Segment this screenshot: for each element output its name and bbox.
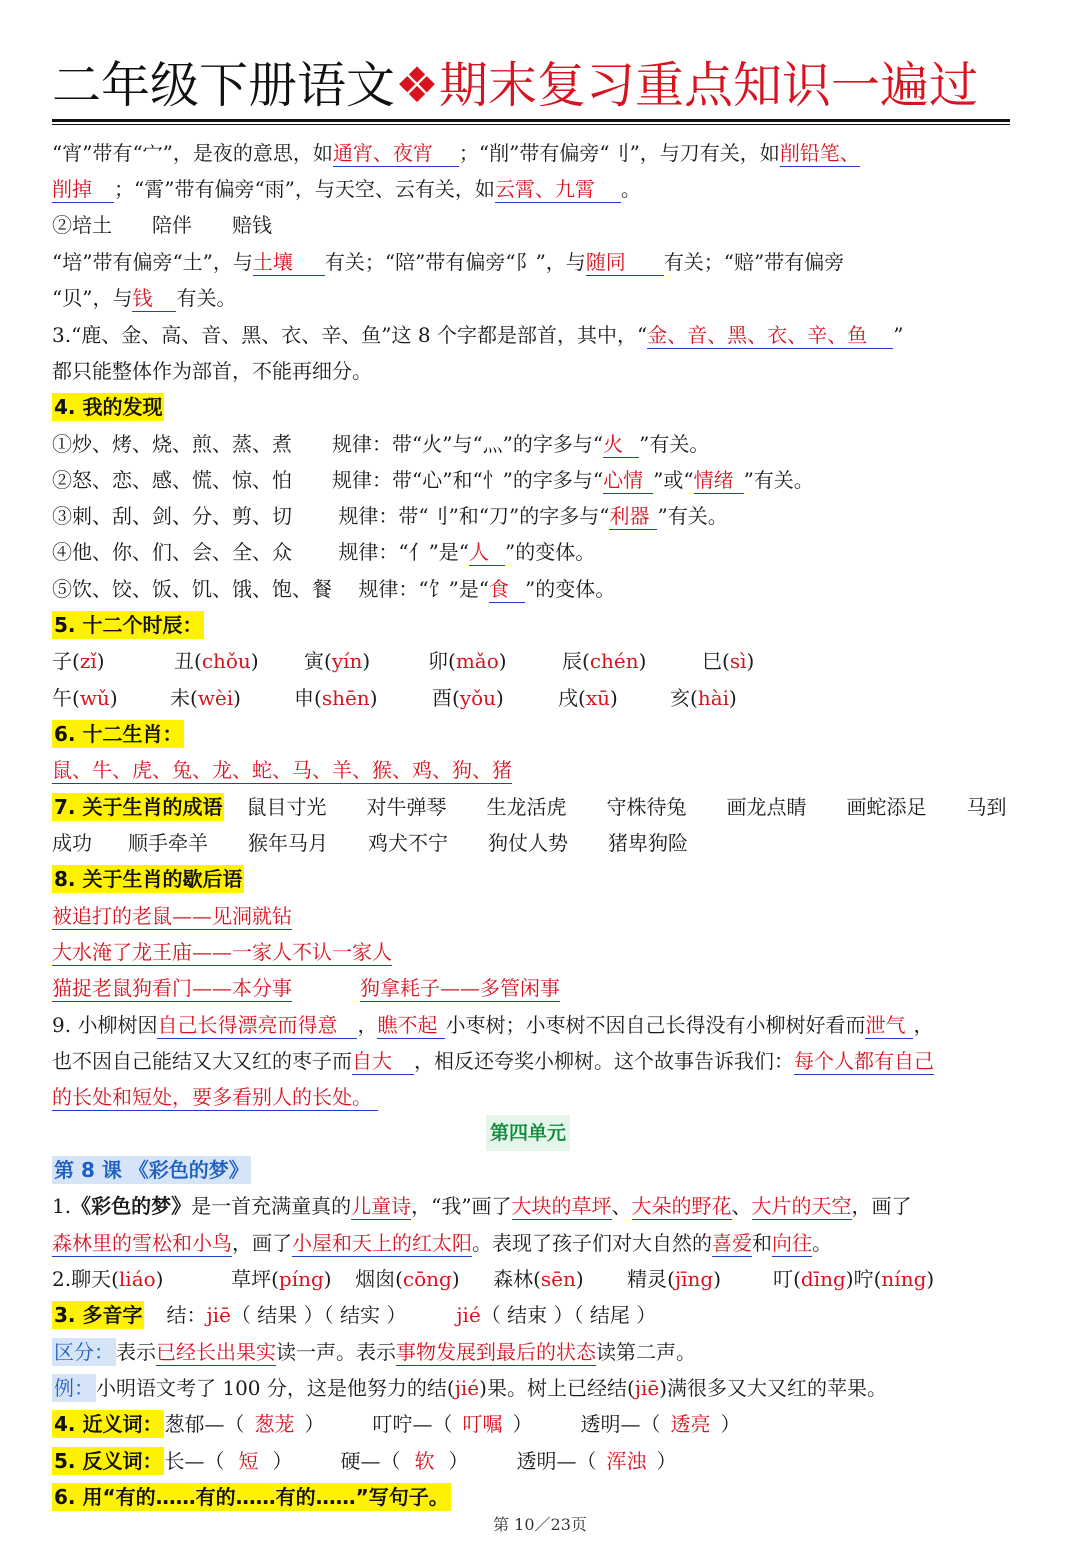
pinyin: xū [585, 686, 610, 710]
text: ”或“ [653, 468, 694, 492]
answer-blank [632, 1193, 732, 1220]
answer: 通宵、夜宵 [332, 141, 433, 165]
text-line [52, 244, 1022, 280]
page-title [52, 56, 1010, 116]
shichen-row [52, 680, 1022, 716]
text: 读第二声。 [596, 1340, 696, 1364]
answer-blank [495, 176, 621, 203]
char: 未 [170, 686, 190, 710]
polyphone-row [52, 1297, 1022, 1333]
char: 卯 [428, 649, 448, 673]
answer-blank [780, 140, 860, 167]
text: 长—（ [164, 1449, 225, 1473]
char: 森林 [493, 1267, 534, 1291]
answer: 心情 [603, 468, 644, 492]
text: 有关；“赔”带有偏旁 [663, 250, 845, 274]
zodiac-line [52, 752, 1022, 788]
answer-blank [292, 1230, 472, 1257]
section-heading [52, 716, 1022, 752]
pinyin: píng [278, 1267, 324, 1291]
pinyin: wèi [197, 686, 234, 710]
answer: 大片的天空 [751, 1194, 852, 1218]
finding-row [52, 498, 1022, 534]
answer: 钱 [132, 286, 153, 310]
shichen-item: 申(shēn) [294, 686, 378, 710]
page-number: 第 10／23页 [493, 1515, 587, 1534]
xiehouyu-line [52, 898, 1022, 934]
answer: 情绪 [693, 468, 734, 492]
example-row [52, 1370, 1022, 1406]
antonym-row [52, 1443, 1022, 1479]
answer: 火 [603, 432, 624, 456]
answer: 小屋和天上的红太阳 [292, 1231, 472, 1255]
idiom: 鼠目寸光 [246, 795, 327, 819]
shichen-item: 寅(yín) [304, 649, 371, 673]
heading-text: 7. 关于生肖的成语 [54, 795, 223, 819]
pinyin-item: 咛(níng) [853, 1267, 935, 1291]
answer: 云霄、九霄 [494, 177, 595, 201]
char: 午 [52, 686, 72, 710]
char: 精灵 [627, 1267, 668, 1291]
text: ”有关。 [639, 432, 710, 456]
text: ③刺、刮、剑、分、剪、切 规律：带“刂”和“刀”的字多与“ [52, 504, 610, 528]
answer: 狗拿耗子——多管闲事 [360, 976, 560, 1000]
section-heading [52, 607, 1022, 643]
shichen-item: 辰(chén) [562, 649, 647, 673]
idiom-row [52, 825, 1022, 861]
unit-heading: 第四单元 [486, 1115, 570, 1151]
text: ②怒、恋、感、慌、惊、怕 规律：带“心”和“忄”的字多与“ [52, 468, 604, 492]
answer-blank [52, 757, 512, 784]
text: ”有关。 [657, 504, 728, 528]
pinyin-item: 叮(dīng) [773, 1267, 854, 1291]
title-red: 期末复习重点知识一遍过 [438, 57, 978, 114]
text: ，画了 [232, 1231, 292, 1255]
text-line [52, 1007, 1022, 1043]
text: 硬—（ [340, 1449, 401, 1473]
text: ①炒、烤、烧、煎、蒸、煮 规律：带“火”与“灬”的字多与“ [52, 432, 604, 456]
idiom: 画龙点睛 [726, 795, 807, 819]
synonym-row [52, 1406, 1022, 1442]
text: 3.“鹿、金、高、音、黑、衣、辛、鱼”这 8 个字都是部首，其中，“ [52, 323, 648, 347]
answer: 每个人都有自己 [794, 1049, 934, 1073]
idiom: 猴年马月 [248, 831, 328, 855]
pinyin: sì [729, 649, 747, 673]
text-line [52, 1188, 1022, 1224]
shichen-item: 戌(xū) [558, 686, 618, 710]
answer-blank [157, 1012, 357, 1039]
answer-blank [865, 1012, 913, 1039]
text: “贝”，与 [52, 286, 133, 310]
answer: 大朵的野花 [631, 1194, 732, 1218]
answer: 喜爱 [712, 1231, 752, 1255]
text: “培”带有偏旁“土”，与 [52, 250, 253, 274]
pinyin: yín [331, 649, 363, 673]
pinyin: zǐ [79, 649, 97, 673]
pinyin: jiē [206, 1303, 231, 1327]
shichen-item: 亥(hài) [670, 686, 737, 710]
text: ） [272, 1449, 293, 1473]
pinyin-item: 森林(sēn) [493, 1267, 584, 1291]
answer-blank [609, 503, 657, 530]
finding-row [52, 534, 1022, 570]
pinyin: chǒu [201, 649, 251, 673]
answer-blank [52, 939, 392, 966]
tag: 区分： [54, 1340, 114, 1364]
text-line [52, 1079, 1022, 1115]
answer: 透亮 [670, 1412, 711, 1436]
text: ”有关。 [743, 468, 814, 492]
pinyin-item: 聊天(liáo) [71, 1267, 164, 1291]
answer: 葱茏 [254, 1412, 295, 1436]
section-heading [52, 389, 1022, 425]
answer: 自己长得漂亮而得意 [157, 1013, 338, 1037]
answer-blank [360, 975, 560, 1002]
pinyin: cōng [402, 1267, 452, 1291]
char: 亥 [670, 686, 690, 710]
pinyin: yǒu [459, 686, 497, 710]
shichen-item: 未(wèi) [170, 686, 241, 710]
pinyin: sēn [540, 1267, 576, 1291]
char: 草坪 [231, 1267, 272, 1291]
idiom: 守株待兔 [606, 795, 687, 819]
answer: 的长处和短处，要多看别人的长处。 [52, 1085, 372, 1109]
idiom: 画蛇添足 [846, 795, 927, 819]
answer: 自大 [352, 1049, 392, 1073]
text: 2. [52, 1267, 72, 1291]
finding-row [52, 462, 1022, 498]
section-heading [52, 1479, 1022, 1515]
pinyin-item: 烟囱(cōng) [355, 1267, 460, 1291]
answer-blank [647, 322, 893, 349]
answer: 叮嘱 [462, 1412, 503, 1436]
char: 烟囱 [355, 1267, 396, 1291]
text: ”的变体。 [525, 577, 616, 601]
answer: 向往 [772, 1231, 812, 1255]
answer-blank [52, 176, 114, 203]
answer: 儿童诗 [351, 1194, 412, 1218]
idiom: 猪卑狗险 [608, 831, 688, 855]
text: 葱郁—（ [164, 1412, 245, 1436]
char: 聊天 [71, 1267, 112, 1291]
finding-row [52, 571, 1022, 607]
text: )满很多又大又红的苹果。 [659, 1376, 887, 1400]
answer: 瞧不起 [377, 1013, 438, 1037]
answer: 土壤 [252, 250, 293, 274]
answer: 已经长出果实 [156, 1340, 276, 1364]
answer-blank [396, 1339, 596, 1366]
text: 也不因自己能结又大又红的枣子而 [52, 1049, 352, 1073]
text: 是一首充满童真的 [191, 1194, 352, 1218]
answer-blank [253, 249, 325, 276]
shichen-item: 酉(yǒu) [432, 686, 504, 710]
answer-blank [512, 1193, 612, 1220]
answer: 人 [469, 540, 490, 564]
char: 戌 [558, 686, 578, 710]
answer-blank [794, 1048, 934, 1075]
answer-blank [52, 903, 292, 930]
text-line [52, 135, 1022, 171]
text-line [52, 317, 1022, 353]
pinyin: dīng [800, 1267, 846, 1291]
answer-blank [333, 140, 459, 167]
text: ”的变体。 [505, 540, 596, 564]
shichen-item: 卯(mǎo) [428, 649, 507, 673]
lesson-label: 第 8 课 《彩色的梦》 [54, 1158, 249, 1182]
text: 。 [812, 1231, 832, 1255]
lesson-heading [52, 1152, 1022, 1188]
text-line [52, 280, 1022, 316]
text: ， [913, 1013, 934, 1037]
text: ；“霄”带有偏旁“雨”，与天空、云有关，如 [114, 177, 495, 201]
answer: 森林里的雪松和小鸟 [52, 1231, 232, 1255]
pinyin-row [52, 1261, 1022, 1297]
tag: 例： [54, 1376, 94, 1400]
shichen-item: 巳(sì) [702, 649, 755, 673]
text: ，画了 [851, 1194, 912, 1218]
answer: 软 [414, 1449, 435, 1473]
text: 。 [620, 177, 641, 201]
heading-text: 6. 用“有的……有的……有的……”写句子。 [54, 1485, 449, 1509]
answer-blank [132, 285, 176, 312]
pinyin: liáo [118, 1267, 156, 1291]
idiom: 马到 [966, 795, 1007, 819]
answer-blank [694, 467, 744, 494]
finding-row [52, 426, 1022, 462]
heading-text: 6. 十二生肖： [54, 722, 183, 746]
answer-blank [377, 1012, 445, 1039]
pinyin: jié [456, 1303, 481, 1327]
heading-text: 5. 反义词： [54, 1449, 163, 1473]
pinyin: chén [589, 649, 639, 673]
answer-blank [712, 1230, 752, 1257]
heading-text: 5. 十二个时辰： [54, 613, 203, 637]
xiehouyu-line [52, 970, 1022, 1006]
answer: 事物发展到最后的状态 [396, 1340, 596, 1364]
char: 叮 [773, 1267, 794, 1291]
answer: 大水淹了龙王庙——一家人不认一家人 [52, 940, 392, 964]
answer: 被追打的老鼠——见洞就钻 [52, 904, 292, 928]
heading-text: 3. 多音字 [54, 1303, 143, 1327]
shichen-item: 子(zǐ) [52, 649, 105, 673]
idiom: 狗仗人势 [488, 831, 568, 855]
text: 叮咛—（ [372, 1412, 453, 1436]
char: 巳 [702, 649, 722, 673]
title-rule-thick [52, 119, 1010, 122]
answer: 食 [489, 577, 510, 601]
pinyin: wǔ [79, 686, 110, 710]
text-line [52, 1225, 1022, 1261]
idiom: 鸡犬不宁 [368, 831, 448, 855]
text: ） [512, 1412, 533, 1436]
heading-text: 4. 我的发现 [54, 395, 163, 419]
char: 咛 [853, 1267, 874, 1291]
idiom: 顺手牵羊 [128, 831, 208, 855]
text: 。表现了孩子们对大自然的 [472, 1231, 712, 1255]
answer-blank [52, 1230, 232, 1257]
text: （ 结果 ）（ 结实 ） [230, 1303, 407, 1327]
distinction-row [52, 1334, 1022, 1370]
text: ） [720, 1412, 741, 1436]
char: 丑 [174, 649, 194, 673]
text: ， [357, 1013, 378, 1037]
char: 寅 [304, 649, 324, 673]
pinyin: shēn [321, 686, 370, 710]
answer: 削铅笔、 [779, 141, 860, 165]
text: 表示 [116, 1340, 156, 1364]
text: ） [656, 1449, 677, 1473]
answer-blank [586, 249, 664, 276]
title-black: 二年级下册语文 [52, 57, 396, 114]
pinyin: hài [697, 686, 730, 710]
answer-blank [352, 1048, 414, 1075]
answer-blank [603, 467, 653, 494]
shichen-item: 午(wǔ) [52, 686, 118, 710]
pinyin: níng [881, 1267, 927, 1291]
answer-blank [489, 576, 525, 603]
pinyin: jiē [634, 1376, 660, 1400]
section-heading [52, 861, 1022, 897]
pinyin-item: 草坪(píng) [231, 1267, 332, 1291]
answer-blank [752, 1193, 852, 1220]
text: ，相反还夸奖小柳树。这个故事告诉我们： [414, 1049, 794, 1073]
pinyin: mǎo [455, 649, 499, 673]
shichen-item: 丑(chǒu) [174, 649, 259, 673]
text: 有关；“陪”带有偏旁“阝”，与 [324, 250, 586, 274]
text: 透明—（ [580, 1412, 661, 1436]
answer-blank [156, 1339, 276, 1366]
answer: 金、音、黑、衣、辛、鱼 [647, 323, 868, 347]
answer: 猫捉老鼠狗看门——本分事 [52, 976, 292, 1000]
text-line: ②培土 陪伴 赔钱 [52, 213, 272, 237]
pinyin-item: 精灵(jīng) [627, 1267, 721, 1291]
text: 透明—（ [516, 1449, 597, 1473]
answer-blank [469, 539, 505, 566]
char: 子 [52, 649, 72, 673]
text: 、 [611, 1194, 632, 1218]
text: 、 [731, 1194, 752, 1218]
answer-blank [772, 1230, 812, 1257]
char: 酉 [432, 686, 452, 710]
heading-text: 8. 关于生肖的歇后语 [54, 867, 243, 891]
text: ） [304, 1412, 325, 1436]
text: 有关。 [176, 286, 237, 310]
answer: 削掉 [52, 177, 92, 201]
title-rule-thin [52, 124, 1010, 125]
answer: 随同 [585, 250, 626, 274]
answer: 短 [238, 1449, 259, 1473]
shichen-row [52, 643, 1022, 679]
idiom-row [52, 789, 1022, 825]
text: 小明语文考了 100 分，这是他努力的结( [96, 1376, 455, 1400]
text: ⑤饮、饺、饭、饥、饿、饱、餐 规律：“饣”是“ [52, 577, 490, 601]
pinyin: jīng [674, 1267, 714, 1291]
text: 结： [166, 1303, 207, 1327]
text: “宵”带有“宀”，是夜的意思，如 [52, 141, 333, 165]
answer-blank [52, 1084, 378, 1111]
text: 9. 小柳树因 [52, 1013, 158, 1037]
pinyin: jié [454, 1376, 480, 1400]
answer-blank [603, 431, 639, 458]
text: ；“削”带有偏旁“刂”，与刀有关，如 [458, 141, 780, 165]
text: )果。树上已经结( [479, 1376, 635, 1400]
text: 小枣树；小枣树不因自己长得没有小柳树好看而 [445, 1013, 866, 1037]
idiom: 成功 [52, 831, 92, 855]
text: ④他、你、们、会、全、众 规律：“亻”是“ [52, 540, 470, 564]
heading-text: 4. 近义词： [54, 1412, 163, 1436]
text: ” [893, 323, 904, 347]
answer: 利器 [609, 504, 650, 528]
answer: 泄气 [865, 1013, 906, 1037]
char: 辰 [562, 649, 582, 673]
text: 《彩色的梦》 [71, 1194, 192, 1218]
answer-blank [52, 975, 292, 1002]
text-line [52, 171, 1022, 207]
answer: 浑浊 [606, 1449, 647, 1473]
text-line [52, 1043, 1022, 1079]
xiehouyu-line [52, 934, 1022, 970]
text: ，“我”画了 [411, 1194, 512, 1218]
text: 和 [752, 1231, 772, 1255]
answer-blank [351, 1193, 411, 1220]
text: 读一声。表示 [276, 1340, 396, 1364]
text: （ 结束 ）（ 结尾 ） [480, 1303, 657, 1327]
idiom: 对牛弹琴 [366, 795, 447, 819]
answer: 大块的草坪 [511, 1194, 612, 1218]
text: ） [448, 1449, 469, 1473]
idiom: 生龙活虎 [486, 795, 567, 819]
text-line: 都只能整体作为部首，不能再细分。 [52, 359, 372, 383]
char: 申 [294, 686, 314, 710]
diamond-icon: ❖ [395, 57, 439, 114]
text: 1. [52, 1194, 72, 1218]
answer: 鼠、牛、虎、兔、龙、蛇、马、羊、猴、鸡、狗、猪 [52, 758, 512, 782]
